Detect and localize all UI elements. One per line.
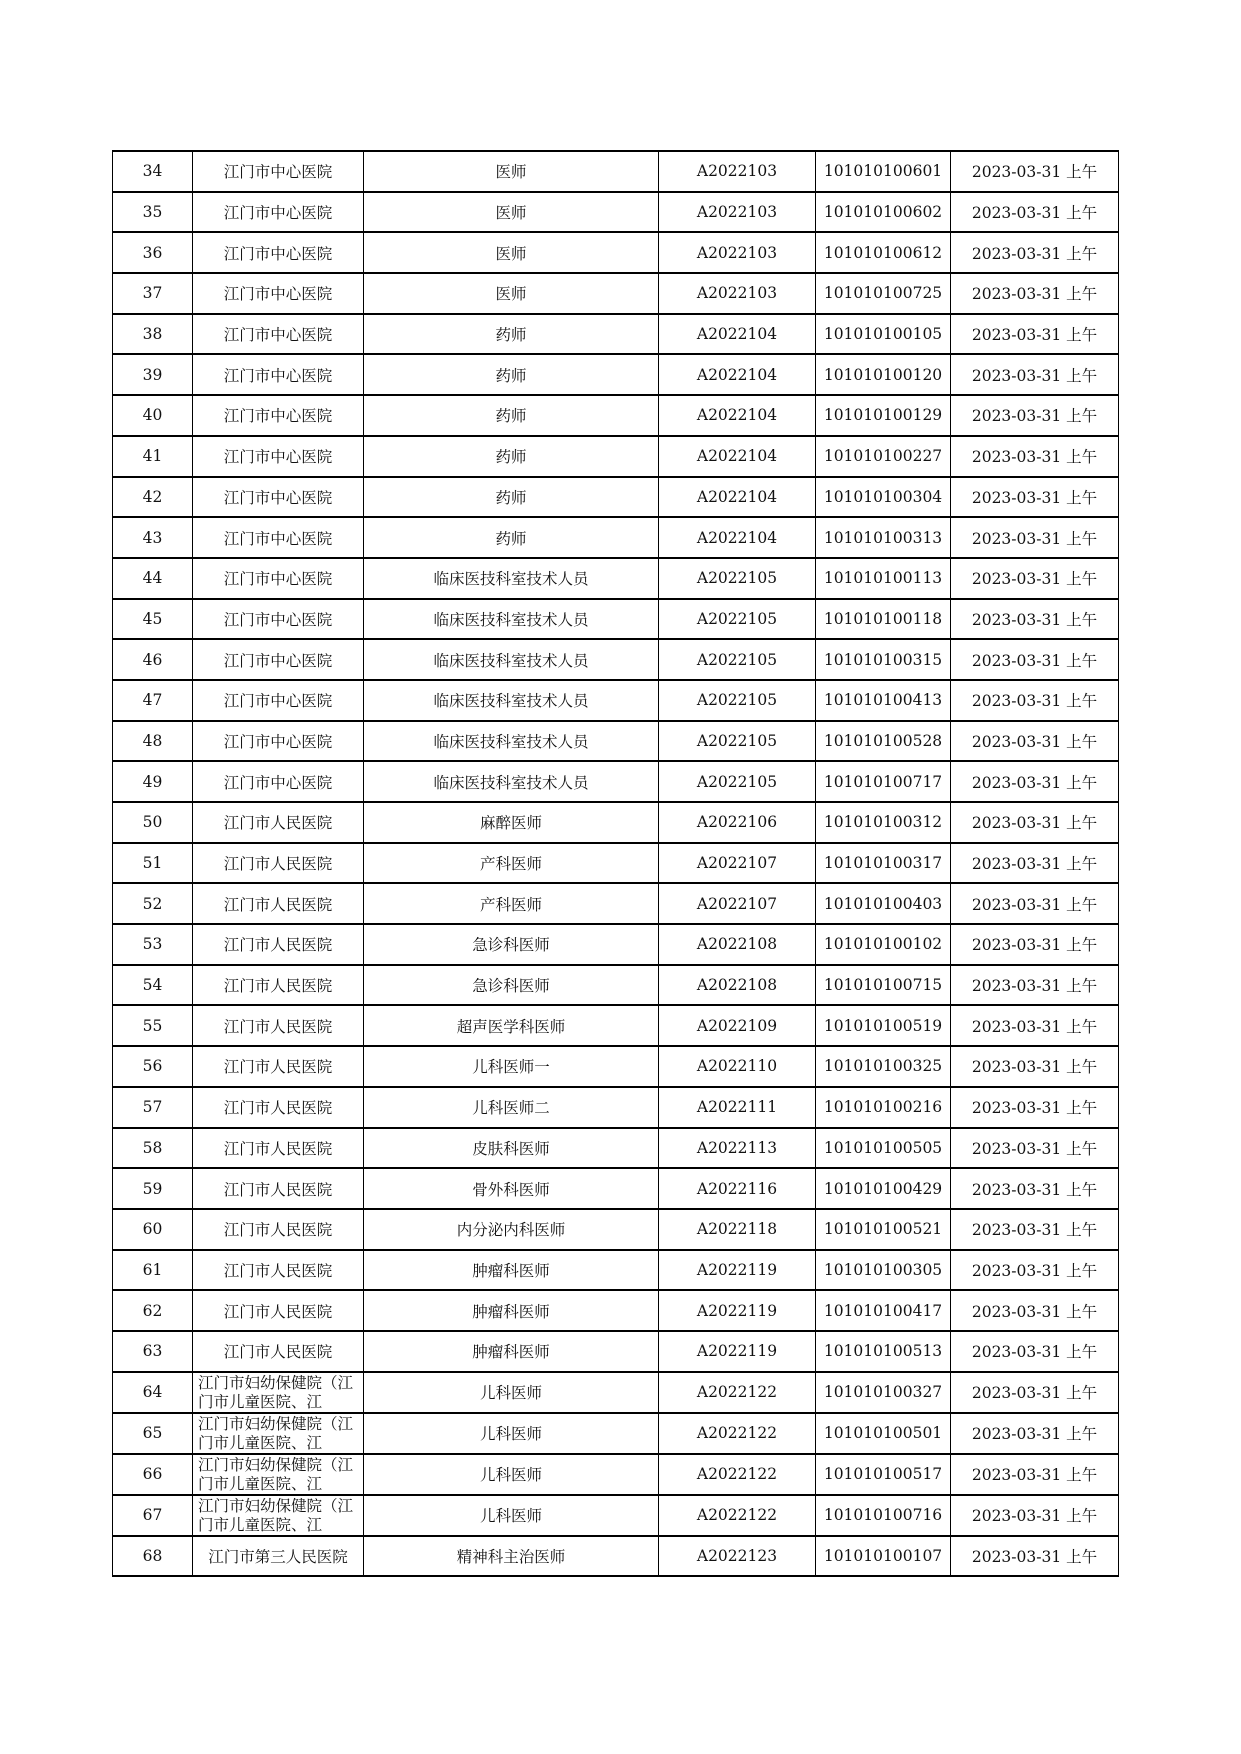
cell-row-number: 57: [113, 1087, 193, 1128]
cell-ticket-number: 101010100313: [816, 517, 951, 558]
cell-position-code: A2022116: [659, 1168, 816, 1209]
cell-organization: 江门市人民医院: [193, 924, 364, 965]
table-row: [113, 1005, 1119, 1046]
cell-exam-time: 2023-03-31 上午: [951, 1495, 1119, 1536]
cell-organization: 江门市中心医院: [193, 192, 364, 233]
cell-organization: 江门市中心医院: [193, 436, 364, 477]
cell-exam-time: 2023-03-31 上午: [951, 1454, 1119, 1495]
cell-exam-time: 2023-03-31 上午: [951, 1331, 1119, 1372]
cell-organization: 江门市人民医院: [193, 1087, 364, 1128]
cell-row-number: 41: [113, 436, 193, 477]
cell-exam-time: 2023-03-31 上午: [951, 843, 1119, 884]
cell-row-number: 49: [113, 761, 193, 802]
cell-organization: [193, 1413, 364, 1454]
cell-exam-time: 2023-03-31 上午: [951, 599, 1119, 640]
cell-organization: [193, 1372, 364, 1413]
cell-row-number: 47: [113, 680, 193, 721]
cell-ticket-number: 101010100528: [816, 721, 951, 762]
cell-position-code: A2022122: [659, 1372, 816, 1413]
cell-organization: 江门市人民医院: [193, 1250, 364, 1291]
cell-position-code: A2022104: [659, 436, 816, 477]
cell-position: 药师: [364, 395, 659, 436]
cell-row-number: 60: [113, 1209, 193, 1250]
cell-position: 急诊科医师: [364, 965, 659, 1006]
table-row: [113, 273, 1119, 314]
cell-row-number: 56: [113, 1046, 193, 1087]
cell-organization: 江门市中心医院: [193, 273, 364, 314]
cell-position: 临床医技科室技术人员: [364, 761, 659, 802]
table-row: [113, 1087, 1119, 1128]
table-row: [113, 151, 1119, 192]
cell-row-number: 44: [113, 558, 193, 599]
cell-position-code: A2022103: [659, 232, 816, 273]
cell-exam-time: 2023-03-31 上午: [951, 151, 1119, 192]
cell-row-number: 67: [113, 1495, 193, 1536]
cell-row-number: 51: [113, 843, 193, 884]
cell-ticket-number: 101010100305: [816, 1250, 951, 1291]
table-row: [113, 1454, 1119, 1495]
cell-text: 江门市妇幼保健院（江门市儿童医院、江: [198, 1373, 354, 1411]
table-row: [113, 1168, 1119, 1209]
cell-ticket-number: 101010100327: [816, 1372, 951, 1413]
table-row: [113, 843, 1119, 884]
cell-organization: 江门市中心医院: [193, 151, 364, 192]
cell-exam-time: 2023-03-31 上午: [951, 1250, 1119, 1291]
cell-exam-time: 2023-03-31 上午: [951, 1046, 1119, 1087]
table-row: [113, 1250, 1119, 1291]
cell-exam-time: 2023-03-31 上午: [951, 721, 1119, 762]
cell-position: 药师: [364, 354, 659, 395]
cell-row-number: 35: [113, 192, 193, 233]
cell-ticket-number: 101010100413: [816, 680, 951, 721]
cell-position: 肿瘤科医师: [364, 1331, 659, 1372]
cell-organization: 江门市中心医院: [193, 761, 364, 802]
cell-exam-time: 2023-03-31 上午: [951, 395, 1119, 436]
cell-position-code: A2022122: [659, 1454, 816, 1495]
cell-position: 医师: [364, 151, 659, 192]
cell-position: 医师: [364, 273, 659, 314]
cell-position: 肿瘤科医师: [364, 1290, 659, 1331]
cell-position-code: A2022104: [659, 517, 816, 558]
table-row: [113, 436, 1119, 477]
cell-position: 麻醉医师: [364, 802, 659, 843]
cell-organization: 江门市人民医院: [193, 802, 364, 843]
cell-position-code: A2022107: [659, 883, 816, 924]
cell-organization: 江门市人民医院: [193, 1128, 364, 1169]
cell-ticket-number: 101010100519: [816, 1005, 951, 1046]
cell-organization: 江门市中心医院: [193, 680, 364, 721]
cell-position: 药师: [364, 436, 659, 477]
cell-position: 临床医技科室技术人员: [364, 599, 659, 640]
cell-position-code: A2022118: [659, 1209, 816, 1250]
cell-row-number: 58: [113, 1128, 193, 1169]
cell-exam-time: 2023-03-31 上午: [951, 1372, 1119, 1413]
cell-organization: 江门市人民医院: [193, 1290, 364, 1331]
cell-organization: 江门市中心医院: [193, 232, 364, 273]
cell-position-code: A2022105: [659, 558, 816, 599]
cell-position-code: A2022104: [659, 477, 816, 518]
cell-position: 临床医技科室技术人员: [364, 639, 659, 680]
cell-organization: 江门市中心医院: [193, 354, 364, 395]
cell-position: 皮肤科医师: [364, 1128, 659, 1169]
table-row: [113, 761, 1119, 802]
table-row: [113, 721, 1119, 762]
cell-position: 精神科主治医师: [364, 1536, 659, 1577]
cell-position-code: A2022123: [659, 1536, 816, 1577]
cell-row-number: 52: [113, 883, 193, 924]
cell-row-number: 37: [113, 273, 193, 314]
cell-row-number: 64: [113, 1372, 193, 1413]
cell-organization: 江门市第三人民医院: [193, 1536, 364, 1577]
cell-exam-time: 2023-03-31 上午: [951, 436, 1119, 477]
cell-position: 儿科医师: [364, 1372, 659, 1413]
cell-row-number: 45: [113, 599, 193, 640]
cell-organization: 江门市中心医院: [193, 477, 364, 518]
cell-exam-time: 2023-03-31 上午: [951, 1413, 1119, 1454]
cell-position: 医师: [364, 232, 659, 273]
table-row: [113, 802, 1119, 843]
cell-organization: 江门市中心医院: [193, 517, 364, 558]
table-row: [113, 1495, 1119, 1536]
table-row: [113, 477, 1119, 518]
cell-row-number: 59: [113, 1168, 193, 1209]
cell-position-code: A2022105: [659, 680, 816, 721]
cell-organization: 江门市中心医院: [193, 639, 364, 680]
cell-position-code: A2022105: [659, 599, 816, 640]
cell-exam-time: 2023-03-31 上午: [951, 1128, 1119, 1169]
cell-position: 药师: [364, 314, 659, 355]
cell-ticket-number: 101010100716: [816, 1495, 951, 1536]
cell-position: 临床医技科室技术人员: [364, 558, 659, 599]
cell-row-number: 42: [113, 477, 193, 518]
cell-organization: 江门市人民医院: [193, 843, 364, 884]
cell-position: 儿科医师: [364, 1413, 659, 1454]
cell-exam-time: 2023-03-31 上午: [951, 1005, 1119, 1046]
cell-position-code: A2022108: [659, 965, 816, 1006]
table-row: [113, 1372, 1119, 1413]
cell-position: 临床医技科室技术人员: [364, 721, 659, 762]
table-row: [113, 232, 1119, 273]
cell-row-number: 36: [113, 232, 193, 273]
cell-exam-time: 2023-03-31 上午: [951, 232, 1119, 273]
cell-exam-time: 2023-03-31 上午: [951, 273, 1119, 314]
cell-position-code: A2022103: [659, 151, 816, 192]
cell-row-number: 48: [113, 721, 193, 762]
table-row: [113, 1331, 1119, 1372]
cell-ticket-number: 101010100725: [816, 273, 951, 314]
table-row: [113, 517, 1119, 558]
cell-position: 肿瘤科医师: [364, 1250, 659, 1291]
table-row: [113, 1046, 1119, 1087]
cell-exam-time: 2023-03-31 上午: [951, 924, 1119, 965]
cell-position-code: A2022122: [659, 1413, 816, 1454]
cell-exam-time: 2023-03-31 上午: [951, 558, 1119, 599]
cell-exam-time: 2023-03-31 上午: [951, 965, 1119, 1006]
cell-position-code: A2022108: [659, 924, 816, 965]
cell-position-code: A2022119: [659, 1290, 816, 1331]
cell-row-number: 63: [113, 1331, 193, 1372]
cell-ticket-number: 101010100315: [816, 639, 951, 680]
cell-organization: 江门市人民医院: [193, 1331, 364, 1372]
cell-ticket-number: 101010100715: [816, 965, 951, 1006]
cell-row-number: 39: [113, 354, 193, 395]
cell-organization: [193, 1454, 364, 1495]
table-row: [113, 395, 1119, 436]
cell-ticket-number: 101010100312: [816, 802, 951, 843]
cell-exam-time: 2023-03-31 上午: [951, 477, 1119, 518]
cell-organization: 江门市人民医院: [193, 1209, 364, 1250]
cell-ticket-number: 101010100317: [816, 843, 951, 884]
cell-row-number: 38: [113, 314, 193, 355]
cell-row-number: 43: [113, 517, 193, 558]
cell-ticket-number: 101010100216: [816, 1087, 951, 1128]
cell-organization: [193, 1495, 364, 1536]
cell-position: 产科医师: [364, 883, 659, 924]
cell-row-number: 66: [113, 1454, 193, 1495]
cell-ticket-number: 101010100501: [816, 1413, 951, 1454]
cell-ticket-number: 101010100304: [816, 477, 951, 518]
cell-position: 药师: [364, 517, 659, 558]
cell-ticket-number: 101010100325: [816, 1046, 951, 1087]
cell-organization: 江门市中心医院: [193, 558, 364, 599]
cell-text: 江门市妇幼保健院（江门市儿童医院、江: [198, 1414, 354, 1452]
cell-ticket-number: 101010100517: [816, 1454, 951, 1495]
cell-organization: 江门市人民医院: [193, 883, 364, 924]
cell-exam-time: 2023-03-31 上午: [951, 639, 1119, 680]
cell-exam-time: 2023-03-31 上午: [951, 354, 1119, 395]
cell-position-code: A2022110: [659, 1046, 816, 1087]
cell-exam-time: 2023-03-31 上午: [951, 680, 1119, 721]
table-row: [113, 558, 1119, 599]
cell-ticket-number: 101010100118: [816, 599, 951, 640]
cell-row-number: 53: [113, 924, 193, 965]
cell-exam-time: 2023-03-31 上午: [951, 1168, 1119, 1209]
cell-organization: 江门市中心医院: [193, 721, 364, 762]
cell-exam-time: 2023-03-31 上午: [951, 314, 1119, 355]
cell-exam-time: 2023-03-31 上午: [951, 802, 1119, 843]
cell-organization: 江门市人民医院: [193, 965, 364, 1006]
cell-position-code: A2022119: [659, 1331, 816, 1372]
cell-position: 儿科医师二: [364, 1087, 659, 1128]
cell-exam-time: 2023-03-31 上午: [951, 517, 1119, 558]
cell-position: 药师: [364, 477, 659, 518]
cell-row-number: 54: [113, 965, 193, 1006]
cell-ticket-number: 101010100602: [816, 192, 951, 233]
table-row: [113, 192, 1119, 233]
cell-exam-time: 2023-03-31 上午: [951, 1087, 1119, 1128]
cell-position-code: A2022113: [659, 1128, 816, 1169]
cell-exam-time: 2023-03-31 上午: [951, 883, 1119, 924]
cell-ticket-number: 101010100612: [816, 232, 951, 273]
cell-position: 临床医技科室技术人员: [364, 680, 659, 721]
cell-row-number: 62: [113, 1290, 193, 1331]
cell-ticket-number: 101010100601: [816, 151, 951, 192]
cell-ticket-number: 101010100105: [816, 314, 951, 355]
cell-ticket-number: 101010100717: [816, 761, 951, 802]
table-row: [113, 599, 1119, 640]
cell-ticket-number: 101010100102: [816, 924, 951, 965]
cell-position-code: A2022111: [659, 1087, 816, 1128]
cell-exam-time: 2023-03-31 上午: [951, 1536, 1119, 1577]
table-row: [113, 924, 1119, 965]
results-table: [112, 150, 1119, 1577]
cell-position-code: A2022106: [659, 802, 816, 843]
cell-row-number: 65: [113, 1413, 193, 1454]
table-row: [113, 1536, 1119, 1577]
cell-ticket-number: 101010100227: [816, 436, 951, 477]
cell-position-code: A2022103: [659, 273, 816, 314]
cell-ticket-number: 101010100113: [816, 558, 951, 599]
cell-position: 骨外科医师: [364, 1168, 659, 1209]
cell-organization: 江门市中心医院: [193, 314, 364, 355]
cell-position: 医师: [364, 192, 659, 233]
cell-position-code: A2022104: [659, 354, 816, 395]
cell-exam-time: 2023-03-31 上午: [951, 1290, 1119, 1331]
cell-organization: 江门市中心医院: [193, 395, 364, 436]
table-row: [113, 883, 1119, 924]
table-row: [113, 1128, 1119, 1169]
cell-organization: 江门市人民医院: [193, 1168, 364, 1209]
cell-position: 急诊科医师: [364, 924, 659, 965]
cell-row-number: 34: [113, 151, 193, 192]
table-row: [113, 354, 1119, 395]
table-row: [113, 1290, 1119, 1331]
cell-position: 儿科医师: [364, 1495, 659, 1536]
cell-position-code: A2022104: [659, 314, 816, 355]
cell-ticket-number: 101010100107: [816, 1536, 951, 1577]
cell-position: 超声医学科医师: [364, 1005, 659, 1046]
cell-organization: 江门市人民医院: [193, 1046, 364, 1087]
cell-organization: 江门市中心医院: [193, 599, 364, 640]
table-row: [113, 1209, 1119, 1250]
cell-ticket-number: 101010100120: [816, 354, 951, 395]
cell-exam-time: 2023-03-31 上午: [951, 192, 1119, 233]
cell-ticket-number: 101010100129: [816, 395, 951, 436]
cell-exam-time: 2023-03-31 上午: [951, 761, 1119, 802]
cell-row-number: 50: [113, 802, 193, 843]
cell-text: 江门市妇幼保健院（江门市儿童医院、江: [198, 1455, 354, 1493]
cell-position: 产科医师: [364, 843, 659, 884]
table-row: [113, 314, 1119, 355]
cell-ticket-number: 101010100505: [816, 1128, 951, 1169]
cell-position-code: A2022109: [659, 1005, 816, 1046]
cell-row-number: 61: [113, 1250, 193, 1291]
cell-ticket-number: 101010100521: [816, 1209, 951, 1250]
cell-ticket-number: 101010100417: [816, 1290, 951, 1331]
cell-row-number: 40: [113, 395, 193, 436]
cell-position-code: A2022105: [659, 761, 816, 802]
cell-row-number: 46: [113, 639, 193, 680]
cell-position: 内分泌内科医师: [364, 1209, 659, 1250]
cell-position: 儿科医师: [364, 1454, 659, 1495]
table-row: [113, 1413, 1119, 1454]
cell-position: 儿科医师一: [364, 1046, 659, 1087]
cell-ticket-number: 101010100429: [816, 1168, 951, 1209]
cell-ticket-number: 101010100403: [816, 883, 951, 924]
cell-position-code: A2022122: [659, 1495, 816, 1536]
cell-position-code: A2022105: [659, 721, 816, 762]
cell-organization: 江门市人民医院: [193, 1005, 364, 1046]
cell-position-code: A2022103: [659, 192, 816, 233]
cell-position-code: A2022104: [659, 395, 816, 436]
cell-exam-time: 2023-03-31 上午: [951, 1209, 1119, 1250]
cell-position-code: A2022105: [659, 639, 816, 680]
cell-position-code: A2022107: [659, 843, 816, 884]
cell-row-number: 68: [113, 1536, 193, 1577]
table-row: [113, 680, 1119, 721]
cell-row-number: 55: [113, 1005, 193, 1046]
cell-ticket-number: 101010100513: [816, 1331, 951, 1372]
cell-position-code: A2022119: [659, 1250, 816, 1291]
table-row: [113, 639, 1119, 680]
table-body: [113, 151, 1119, 1576]
table-row: [113, 965, 1119, 1006]
cell-text: 江门市妇幼保健院（江门市儿童医院、江: [198, 1496, 354, 1534]
